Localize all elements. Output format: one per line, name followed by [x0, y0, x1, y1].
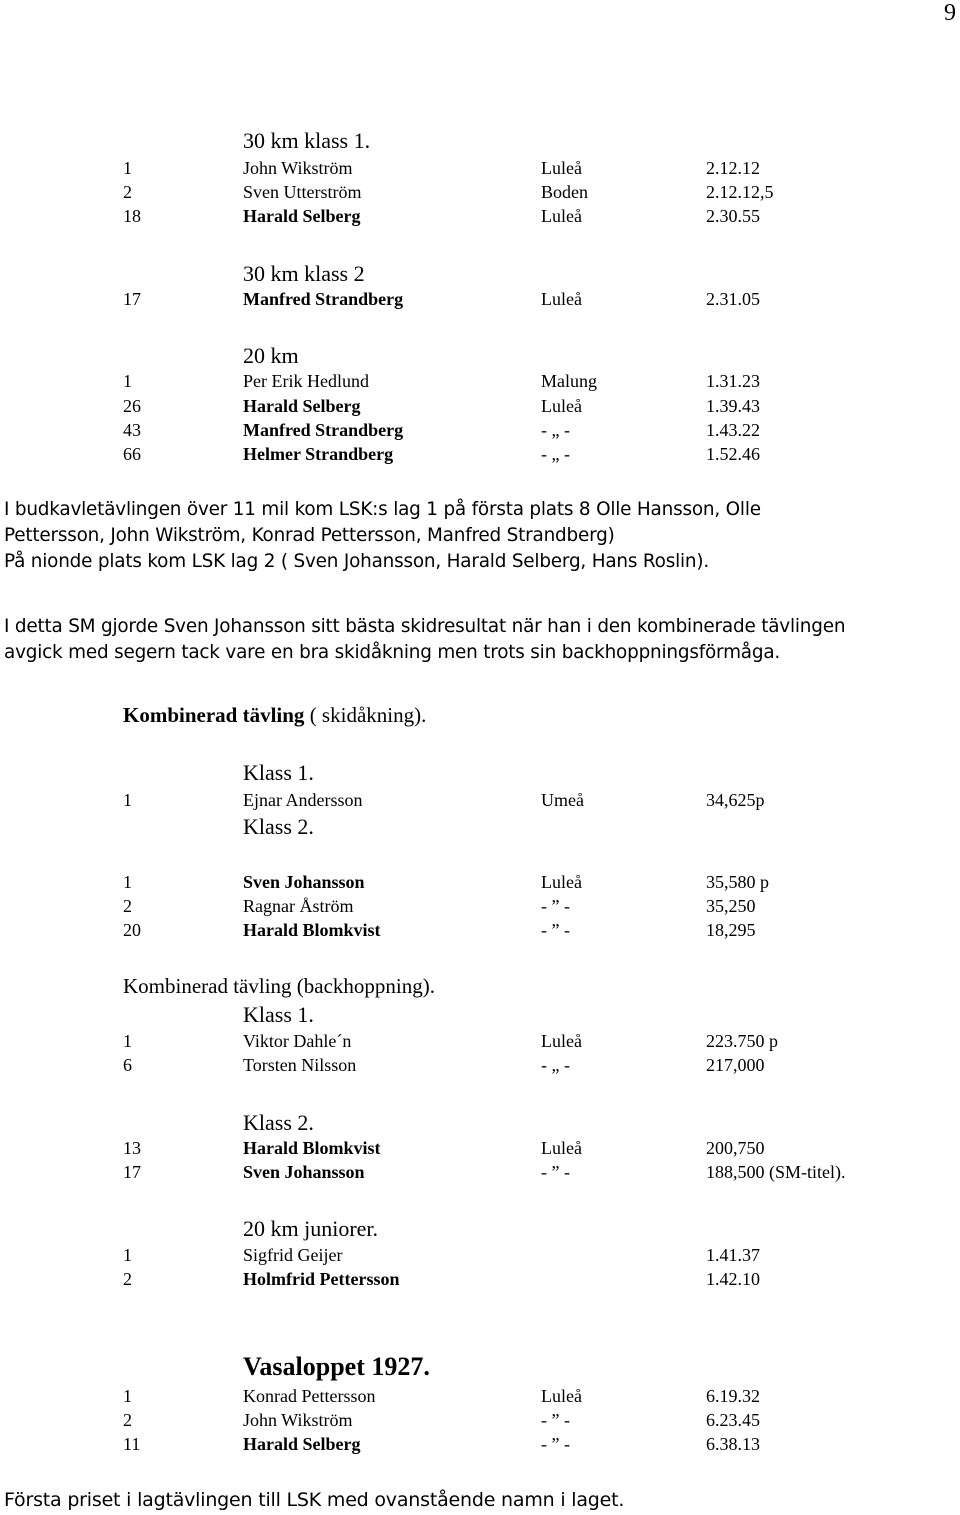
- name-cell: John Wikström: [243, 1410, 353, 1430]
- result-cell: 1.31.23: [706, 371, 760, 391]
- result-cell: 223.750 p: [706, 1031, 778, 1051]
- section-title-kombinerad-ski: [123, 702, 426, 728]
- result-row: [0, 1267, 960, 1291]
- place-cell: 1: [123, 371, 132, 391]
- heading-klass2: Klass 2.: [243, 814, 314, 839]
- club-cell: Luleå: [541, 1138, 582, 1158]
- heading-20km: 20 km: [243, 343, 299, 368]
- paragraph-budkavle: [4, 497, 958, 575]
- place-cell: 1: [123, 872, 132, 892]
- result-row: [0, 1029, 960, 1053]
- result-row: [0, 1136, 960, 1160]
- name-cell: Manfred Strandberg: [243, 420, 404, 440]
- heading-30km-klass2: 30 km klass 2: [243, 261, 365, 286]
- place-cell: 1: [123, 1245, 132, 1265]
- paragraph-line: I budkavletävlingen över 11 mil kom LSK:s lag 1 på första plats 8 Olle Hansson, Olle: [4, 499, 761, 520]
- result-cell: 1.52.46: [706, 444, 760, 464]
- heading-klass2: Klass 2.: [243, 1110, 314, 1135]
- name-cell: Harald Selberg: [243, 206, 361, 226]
- club-cell: Umeå: [541, 790, 584, 810]
- footer-note: Första priset i lagtävlingen till LSK med ovanstående namn i laget.: [4, 1489, 625, 1511]
- place-cell: 1: [123, 790, 132, 810]
- name-cell: Per Erik Hedlund: [243, 371, 369, 391]
- result-row: [0, 1384, 960, 1408]
- result-row: [0, 1243, 960, 1267]
- club-cell: - ” -: [541, 1162, 570, 1182]
- result-cell: 1.39.43: [706, 396, 760, 416]
- name-cell: Sven Johansson: [243, 872, 365, 892]
- section-title-kombinerad-jump: Kombinerad tävling (backhoppning).: [123, 974, 436, 998]
- heading-30km-klass1: 30 km klass 1.: [243, 128, 371, 153]
- result-row: [0, 1432, 960, 1456]
- paragraph-line: På nionde plats kom LSK lag 2 ( Sven Johansson, Harald Selberg, Hans Roslin).: [4, 551, 709, 572]
- result-row: [0, 394, 960, 418]
- result-cell: 6.19.32: [706, 1386, 760, 1406]
- result-cell: 18,295: [706, 920, 756, 940]
- club-cell: - ” -: [541, 1410, 570, 1430]
- result-row: [0, 156, 960, 180]
- club-cell: Luleå: [541, 1386, 582, 1406]
- place-cell: 13: [123, 1138, 141, 1158]
- result-row: [0, 180, 960, 204]
- name-cell: Holmfrid Pettersson: [243, 1269, 400, 1289]
- place-cell: 17: [123, 289, 141, 309]
- place-cell: 18: [123, 206, 141, 226]
- name-cell: Sven Johansson: [243, 1162, 365, 1182]
- heading-klass1: Klass 1.: [243, 760, 314, 785]
- result-row: [0, 287, 960, 311]
- place-cell: 11: [123, 1434, 141, 1454]
- place-cell: 2: [123, 896, 132, 916]
- section-title-bold: Kombinerad tävling: [123, 703, 305, 727]
- name-cell: Viktor Dahle´n: [243, 1031, 352, 1051]
- place-cell: 2: [123, 1269, 132, 1289]
- name-cell: Harald Blomkvist: [243, 1138, 381, 1158]
- club-cell: Luleå: [541, 1031, 582, 1051]
- result-cell: 2.12.12: [706, 158, 760, 178]
- heading-vasaloppet: Vasaloppet 1927.: [243, 1352, 430, 1381]
- name-cell: John Wikström: [243, 158, 353, 178]
- name-cell: Harald Blomkvist: [243, 920, 381, 940]
- place-cell: 17: [123, 1162, 141, 1182]
- club-cell: Luleå: [541, 206, 582, 226]
- name-cell: Harald Selberg: [243, 396, 361, 416]
- result-row: [0, 442, 960, 466]
- place-cell: 2: [123, 182, 132, 202]
- club-cell: - „ -: [541, 420, 570, 440]
- result-cell: 2.12.12,5: [706, 182, 774, 202]
- result-row: [0, 204, 960, 228]
- name-cell: Ragnar Åström: [243, 896, 354, 916]
- place-cell: 6: [123, 1055, 132, 1075]
- result-cell: 1.43.22: [706, 420, 760, 440]
- name-cell: Sven Utterström: [243, 182, 362, 202]
- club-cell: - ” -: [541, 896, 570, 916]
- club-cell: - ” -: [541, 920, 570, 940]
- club-cell: - „ -: [541, 444, 570, 464]
- result-cell: 1.42.10: [706, 1269, 760, 1289]
- club-cell: Boden: [541, 182, 588, 202]
- club-cell: Luleå: [541, 872, 582, 892]
- section-title-rest: ( skidåkning).: [304, 703, 427, 727]
- result-row: [0, 1160, 960, 1184]
- place-cell: 43: [123, 420, 141, 440]
- page-number: 9: [944, 0, 956, 26]
- heading-klass1: Klass 1.: [243, 1002, 314, 1027]
- paragraph-line: avgick med segern tack vare en bra skidåkning men trots sin backhoppningsförmåga.: [4, 642, 781, 663]
- paragraph-sm: [4, 614, 958, 666]
- result-row: [0, 1053, 960, 1077]
- paragraph-line: Pettersson, John Wikström, Konrad Pettersson, Manfred Strandberg): [4, 525, 615, 546]
- name-cell: Manfred Strandberg: [243, 289, 404, 309]
- result-row: [0, 1408, 960, 1432]
- result-cell: 200,750: [706, 1138, 765, 1158]
- paragraph-line: I detta SM gjorde Sven Johansson sitt bästa skidresultat när han i den kombinerade tävlingen: [4, 616, 846, 637]
- club-cell: Luleå: [541, 289, 582, 309]
- result-cell: 34,625p: [706, 790, 765, 810]
- name-cell: Helmer Strandberg: [243, 444, 394, 464]
- name-cell: Harald Selberg: [243, 1434, 361, 1454]
- result-row: [0, 369, 960, 393]
- result-row: [0, 894, 960, 918]
- result-cell: 1.41.37: [706, 1245, 760, 1265]
- club-cell: Luleå: [541, 396, 582, 416]
- club-cell: - „ -: [541, 1055, 570, 1075]
- place-cell: 1: [123, 1386, 132, 1406]
- club-cell: Luleå: [541, 158, 582, 178]
- result-cell: 6.23.45: [706, 1410, 760, 1430]
- result-row: [0, 788, 960, 812]
- name-cell: Sigfrid Geijer: [243, 1245, 343, 1265]
- result-cell: 2.30.55: [706, 206, 760, 226]
- place-cell: 66: [123, 444, 141, 464]
- result-cell: 2.31.05: [706, 289, 760, 309]
- result-row: [0, 418, 960, 442]
- heading-20km-juniorer: 20 km juniorer.: [243, 1216, 379, 1241]
- place-cell: 20: [123, 920, 141, 940]
- result-row: [0, 870, 960, 894]
- result-cell: 35,250: [706, 896, 756, 916]
- result-cell: 188,500 (SM-titel).: [706, 1162, 846, 1182]
- result-cell: 217,000: [706, 1055, 765, 1075]
- place-cell: 1: [123, 158, 132, 178]
- name-cell: Konrad Pettersson: [243, 1386, 376, 1406]
- place-cell: 2: [123, 1410, 132, 1430]
- club-cell: - ” -: [541, 1434, 570, 1454]
- place-cell: 1: [123, 1031, 132, 1051]
- result-row: [0, 918, 960, 942]
- place-cell: 26: [123, 396, 141, 416]
- result-cell: 35,580 p: [706, 872, 769, 892]
- club-cell: Malung: [541, 371, 597, 391]
- result-cell: 6.38.13: [706, 1434, 760, 1454]
- name-cell: Torsten Nilsson: [243, 1055, 357, 1075]
- name-cell: Ejnar Andersson: [243, 790, 363, 810]
